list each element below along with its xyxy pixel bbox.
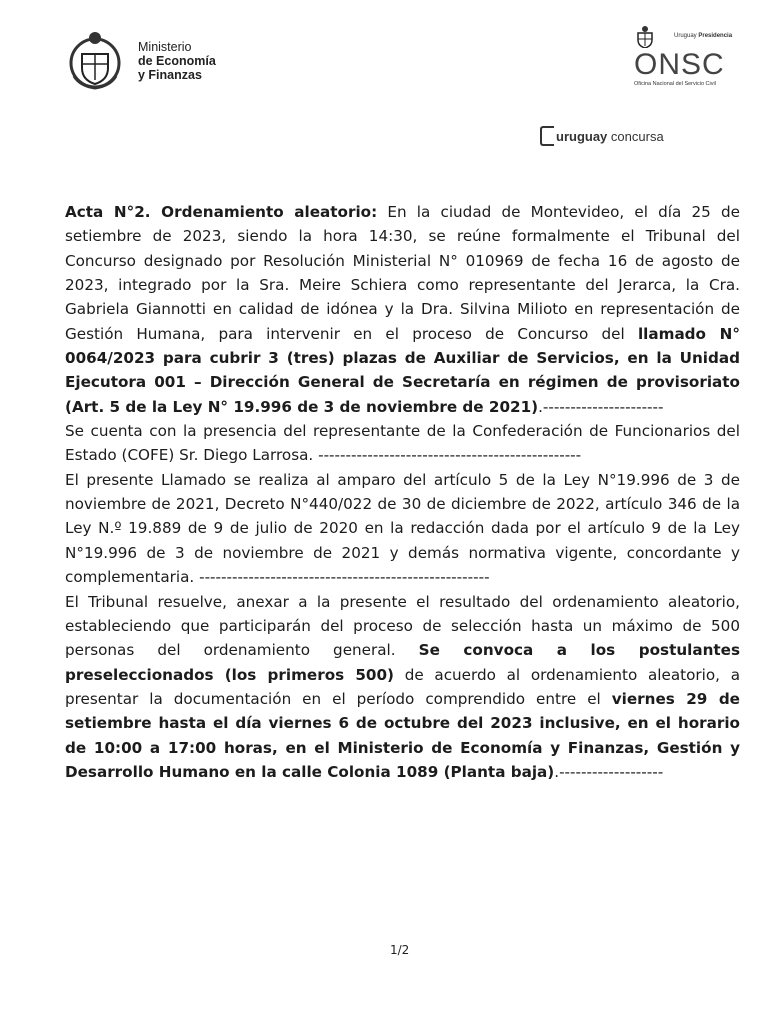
onsc-header (634, 24, 744, 87)
uruguay-concursa-logo (540, 126, 664, 146)
acta-p1-run-1: En la ciudad de Montevideo, el día 25 de setiembre de 2023, siendo la hora 14:30, se reúne formalmente el Tribunal del Concurso designado por Resolución Ministerial N° 010969 de fecha 16 de agosto de 2023, integrado por la Sra. Meire Schiera como representante del Jerarca, la Cra. Gabriela Giannotti en calidad de idónea y la Dra. Silvina Milioto en representación de Gestión Humana, para intervenir en el proceso de Concurso del (65, 203, 740, 343)
ministry-line1: Ministerio (138, 40, 192, 54)
acta-paragraph-4 (65, 590, 740, 785)
acta-paragraph-2 (65, 419, 740, 468)
acta-paragraph-3 (65, 468, 740, 590)
acta-p4-dashes: .------------------- (554, 762, 664, 781)
onsc-top-label: Uruguay (674, 33, 697, 39)
ministry-seal-icon (62, 28, 128, 94)
concursa-suffix: concursa (610, 128, 664, 144)
uruguay-concursa-mark-icon (540, 126, 554, 146)
acta-p4-period-bold: viernes 29 de setiembre hasta el día viernes 6 de octubre del 2023 inclusive, en el horario de 10:00 a 17:00 horas, en el Ministerio de Economía y Finanzas, Gestión y Desarrollo Humano en la calle Colonia 1089 (Planta baja) (65, 689, 740, 781)
onsc-top-bold-label: Presidencia (698, 33, 733, 39)
acta-heading: Acta N°2. Ordenamiento aleatorio: (65, 203, 378, 221)
acta-llamado-bold: llamado N° 0064/2023 para cubrir 3 (tres) plazas de Auxiliar de Servicios, en la Unidad Ejecutora 001 – Dirección General de Secretaría en régimen de provisoriato (Art. 5 de la Ley N° 19.996 de 3 de noviembre de 2021) (65, 324, 740, 416)
acta-p1-dashes: .---------------------- (538, 397, 664, 416)
onsc-subtitle: Oficina Nacional del Servicio Civil (634, 81, 716, 87)
onsc-seal-icon (634, 24, 656, 48)
acta-p4-run-2: de acuerdo al ordenamiento aleatorio, a presentar la documentación en el período comprendido entre el (65, 665, 740, 708)
acta-p4-convoca-bold: Se convoca a los postulantes preseleccionados (los primeros 500) (65, 641, 741, 684)
ministry-line3: y Finanzas (138, 68, 202, 82)
acta-p3-run-0: El presente Llamado se realiza al amparo del artículo 5 de la Ley N°19.996 de 3 de noviembre de 2021, Decreto N°440/022 de 30 de diciembre de 2022, artículo 346 de la Ley N.º 19.889 de 9 de julio de 2020 en la redacción dada por el artículo 9 de la Ley N°19.996 de 3 de noviembre de 2021 y demás normativa vigente, concordante y complementaria. ----------------------------------------------------- (65, 470, 740, 587)
acta-p4-run-0: El Tribunal resuelve, anexar a la presente el resultado del ordenamiento aleatorio, estableciendo que participarán del proceso de selección hasta un máximo de 500 personas del ordenamiento general. (65, 592, 740, 660)
page-number: 1/2 (390, 943, 410, 957)
ministry-line2: de Economía (138, 54, 216, 68)
acta-body (65, 200, 740, 784)
acta-paragraph-1 (65, 200, 740, 419)
concursa-prefix: uruguay (556, 128, 608, 144)
onsc-logo: ONSC (634, 48, 725, 81)
acta-p2-run-0: Se cuenta con la presencia del representante de la Confederación de Funcionarios del Estado (COFE) Sr. Diego Larrosa. ------------------------------------------------ (65, 422, 740, 465)
ministry-header (62, 28, 216, 94)
